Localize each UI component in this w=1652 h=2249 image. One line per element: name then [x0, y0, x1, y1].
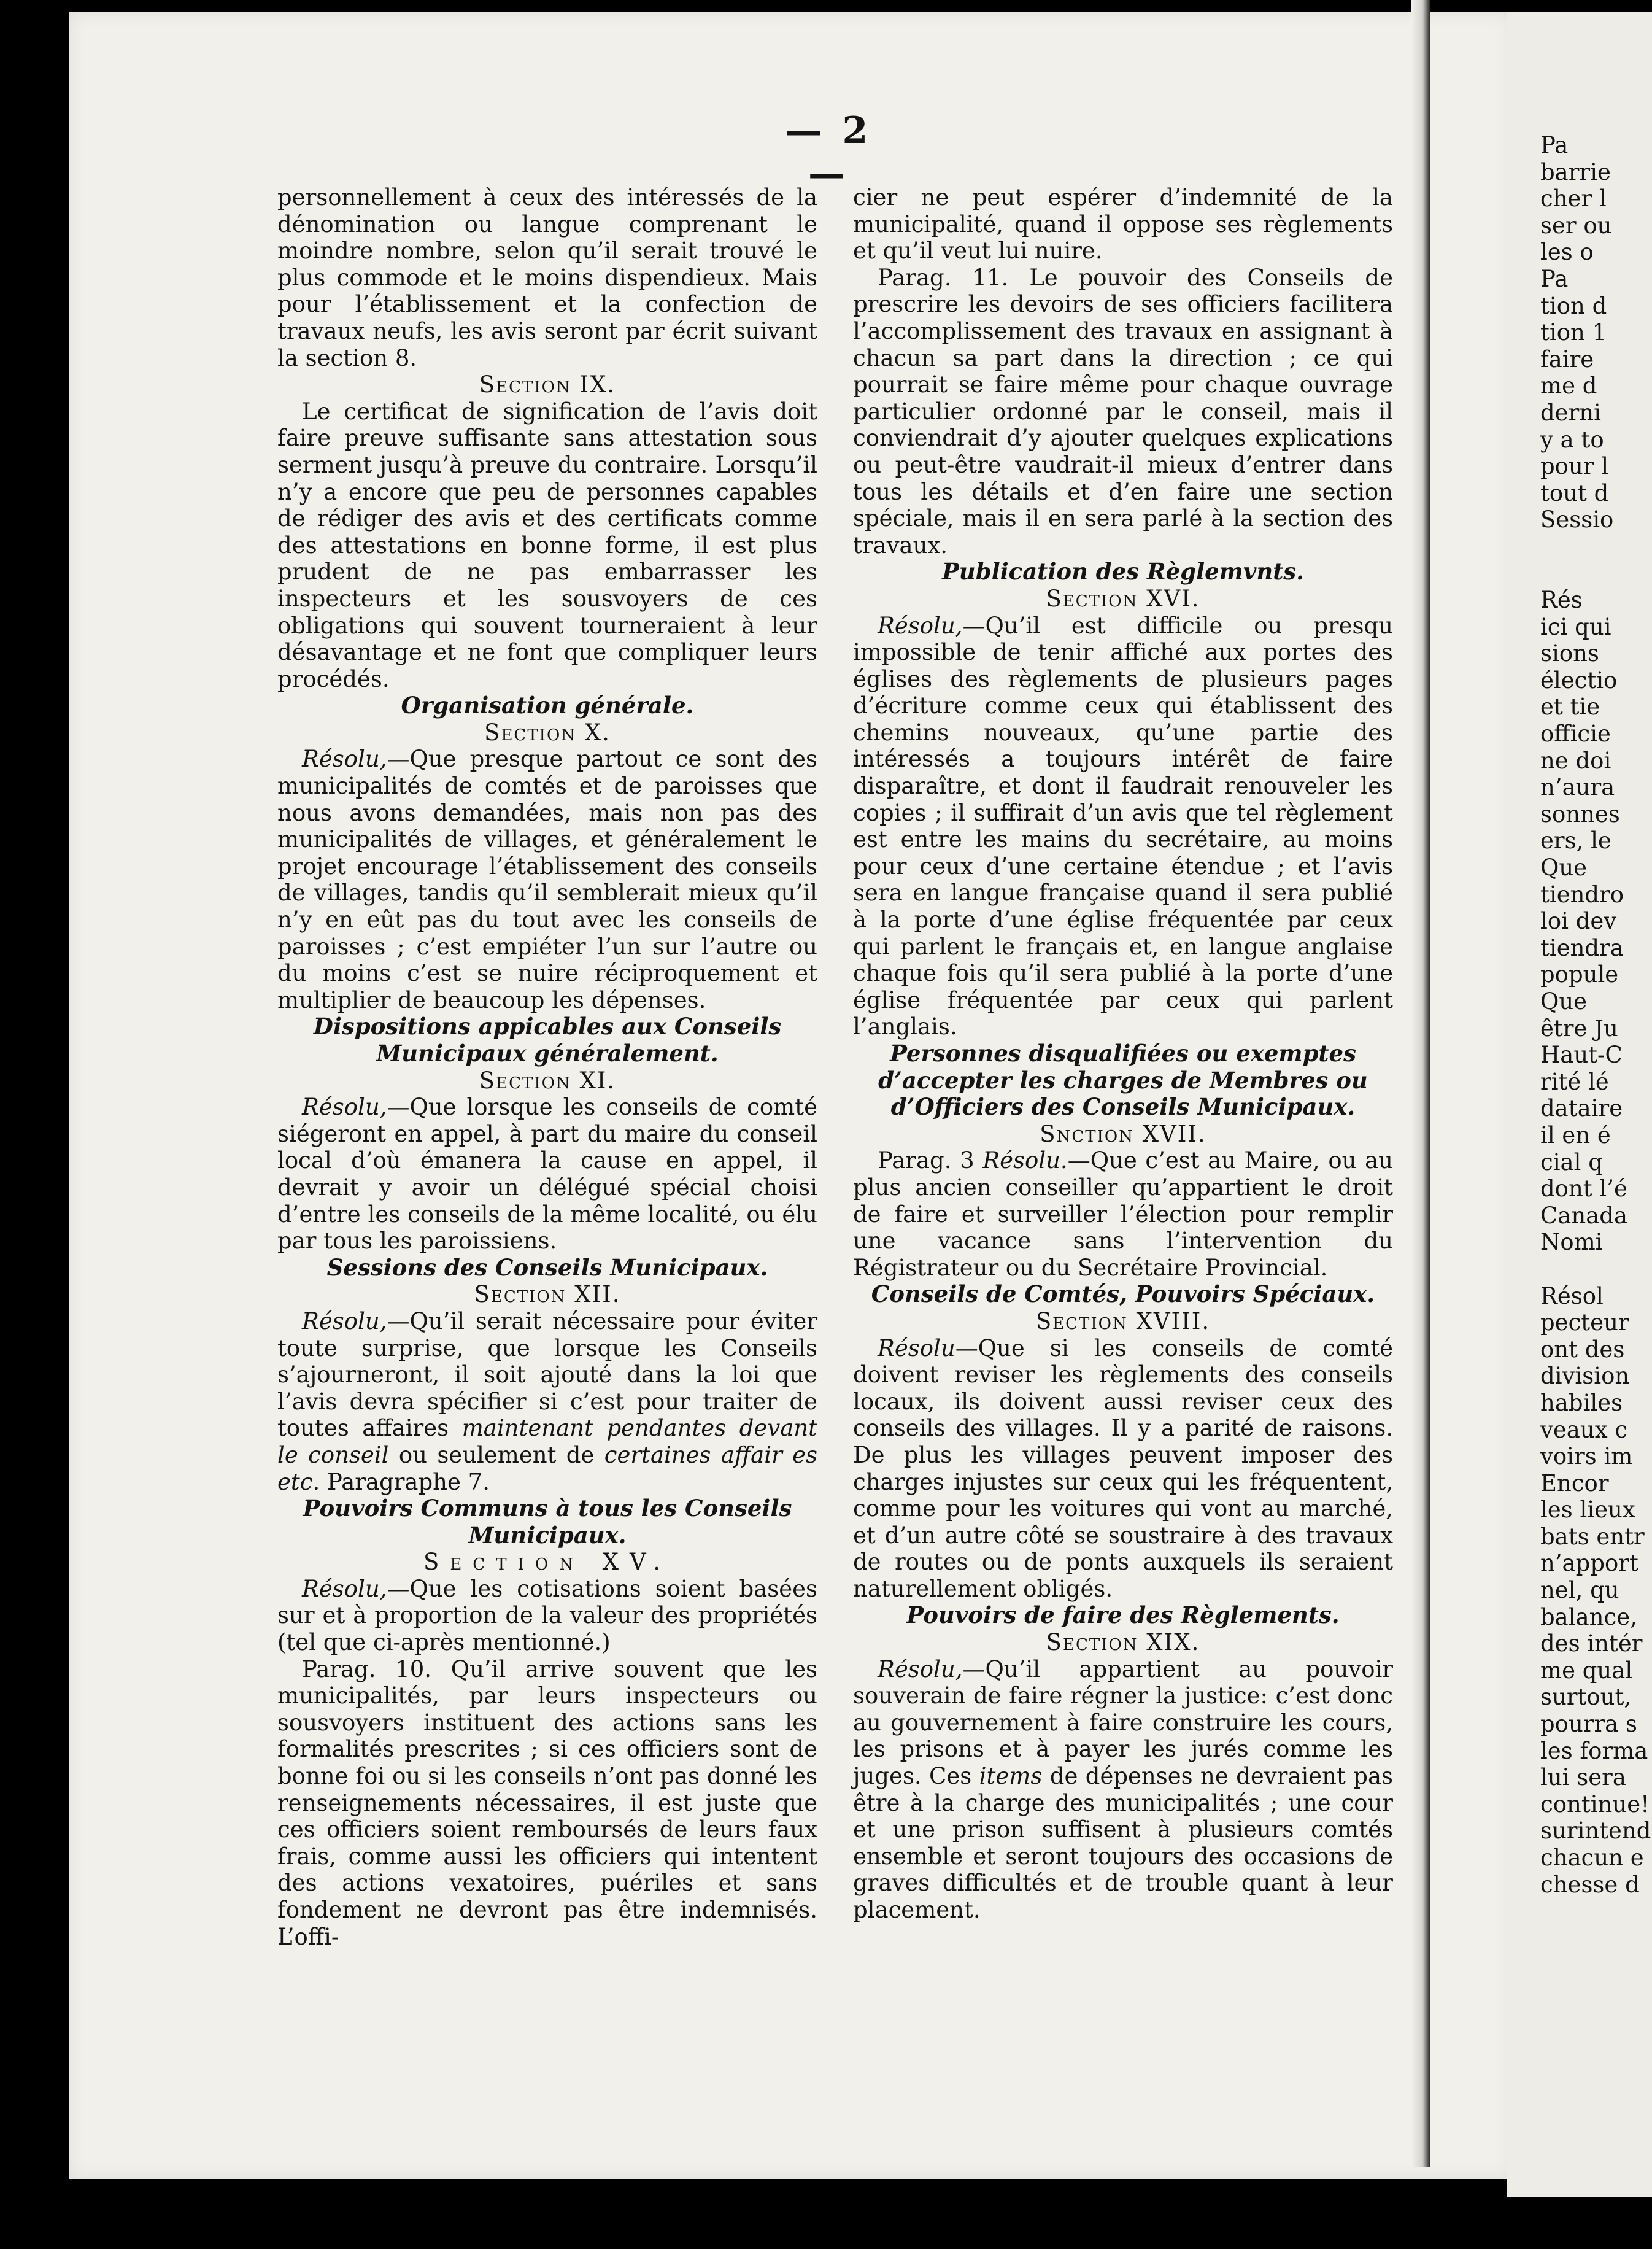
fragment-line: tion 1 — [1540, 319, 1607, 346]
resolu-label: Résolu. — [982, 1147, 1068, 1174]
fragment-line: dont l’é — [1540, 1175, 1627, 1202]
fragment-line: être Ju — [1540, 1015, 1618, 1042]
fragment-line: pourra s — [1540, 1711, 1637, 1738]
fragment-line: tiendro — [1540, 881, 1624, 908]
fragment-line: me d — [1540, 373, 1597, 400]
subheading: Publication des Règlemvnts. — [941, 558, 1305, 586]
resolu-label: Résolu, — [878, 1655, 963, 1682]
resolu-label: Résolu — [878, 1334, 955, 1361]
subheading: Personnes disqualifiées ou exemptes d’accepter les charges de Membres ou d’Officiers des Conseils Municipaux. — [878, 1040, 1368, 1121]
subheading: Sessions des Conseils Municipaux. — [326, 1253, 768, 1281]
paragraph-text: —Que lorsque les conseils de comté siégeront en appel, à part du maire du conseil local d’où émanera la cause en appel, il devrait y avoir un délégué spécial choisi d’entre les conseils de la même localité, ou élu par tous les paroissiens. — [277, 1094, 817, 1255]
text-column-right — [853, 184, 1393, 1924]
fragment-line: les lieux — [1540, 1496, 1635, 1523]
fragment-line: Canada — [1540, 1202, 1628, 1229]
paragraph — [277, 1094, 817, 1255]
fragment-line: division — [1540, 1363, 1630, 1390]
fragment-line: dataire — [1540, 1095, 1623, 1122]
fragment-line: ne doi — [1540, 747, 1611, 774]
fragment-line: surintend — [1540, 1817, 1651, 1844]
fragment-line: pour l — [1540, 453, 1609, 480]
section-heading: Section XI. — [479, 1067, 616, 1094]
fragment-line: balance, — [1540, 1603, 1637, 1630]
fragment-line: Encor — [1540, 1469, 1609, 1496]
fragment-line: cial q — [1540, 1148, 1603, 1175]
fragment-line: tion d — [1540, 292, 1607, 319]
fragment-line: bats entr — [1540, 1523, 1645, 1550]
fragment-line: Résol — [1540, 1282, 1604, 1309]
section-heading: Section XVIII. — [1035, 1307, 1211, 1334]
paragraph-text: —Qu’il appartient au pouvoir souverain de faire régner la justice: c’est donc au gouvernement à faire construire les cours, les prisons et à payer les jurés comme les juges. Ces — [853, 1655, 1393, 1790]
fragment-line: Que — [1540, 988, 1588, 1015]
paragraph — [853, 1147, 1393, 1281]
paragraph — [277, 1576, 817, 1656]
page-number: — 2 — — [785, 109, 872, 195]
fragment-line: surtout, — [1540, 1684, 1632, 1711]
fragment-line: n’apport — [1540, 1550, 1638, 1577]
fragment-line: sions — [1540, 640, 1599, 667]
resolu-label: Résolu, — [302, 746, 387, 773]
fragment-line: ici qui — [1540, 613, 1611, 640]
fragment-line: cher l — [1540, 185, 1607, 212]
fragment-line: sonnes — [1540, 800, 1620, 827]
paragraph: Parag. 11. Le pouvoir des Conseils de prescrire les devoirs de ses officiers facilitera l’accomplissement des travaux en assignant à chacun sa part dans la direction ; ce qui pourrait se faire même pour chaque ouvrage particulier ordonné par le conseil, mais il conviendrait d’y ajouter quelques explications ou peut-être vaudrait-il mieux d’entrer dans tous les détails et d’en faire une section spéciale, mais il en sera parlé à la section des travaux. — [853, 264, 1393, 559]
fragment-line — [1540, 533, 1652, 560]
page-fold-shadow — [1411, 0, 1430, 2167]
fragment-line — [1540, 560, 1652, 587]
fragment-line: tiendra — [1540, 934, 1624, 961]
section-heading: Section XIX. — [1046, 1629, 1200, 1656]
fragment-line: barrie — [1540, 158, 1611, 185]
italic-phrase: certaines affair es etc. — [277, 1441, 818, 1495]
paragraph-text: —Qu’il est difficile ou presqu impossible de tenir affiché aux portes des églises des règlements de plusieurs pages d’écriture comme ceux qui établissent des chemins nouveaux, qu’une partie des intéressés a toujours intérêt de faire disparaître, et dont il faudrait renouveler les copies ; il suffirait d’un avis que tel règlement est entre les mains du secrétaire, au moins pour ceux d’une certaine étendue ; et l’avis sera en langue française quand il sera publié à la porte d’une église fréquentée par ceux qui parlent le français et, en langue anglaise chaque fois qu’il sera publié à la porte d’une église fréquentée par ceux qui parlent l’anglais. — [853, 612, 1393, 1040]
resolu-label: Résolu, — [302, 1575, 387, 1602]
italic-phrase: items — [979, 1763, 1043, 1790]
fragment-line: ers, le — [1540, 827, 1611, 854]
section-heading: Snction XVII. — [1040, 1120, 1206, 1147]
fragment-line: voirs im — [1540, 1443, 1633, 1470]
fragment-line: les o — [1540, 239, 1594, 266]
adjacent-page-text-fragment — [1540, 132, 1652, 1898]
fragment-line: y a to — [1540, 426, 1604, 453]
resolu-label: Résolu, — [302, 1094, 387, 1121]
subheading: Dispositions appicables aux Conseils Municipaux généralement. — [313, 1013, 782, 1067]
fragment-line: tout d — [1540, 479, 1609, 506]
paragraph-text: Paragraphe 7. — [320, 1468, 490, 1495]
fragment-line: ont des — [1540, 1336, 1625, 1363]
fragment-line: me qual — [1540, 1657, 1633, 1684]
fragment-line: n’aura — [1540, 774, 1615, 801]
fragment-line: Sessio — [1540, 506, 1614, 533]
subheading: Organisation générale. — [401, 692, 694, 719]
fragment-line: Nomi — [1540, 1229, 1603, 1256]
paragraph-text: —Qu’il serait nécessaire pour éviter toute surprise, que lorsque les Conseils s’ajourneront, il soit ajouté dans la loi que l’avis devra spécifier si c’est pour traiter de toutes affaires — [277, 1307, 817, 1442]
fragment-line: Que — [1540, 854, 1588, 881]
fragment-line: faire — [1540, 346, 1594, 373]
paragraph-text: —Que presque partout ce sont des municipalités de comtés et de paroisses que nous avons demandées, mais non pas des municipalités de villages, et généralement le projet encourage l’établissement des conseils de villages, tandis qu’il semblerait mieux qu’il n’y en eût pas du tout avec les conseils de paroisses ; c’est empiéter l’un sur l’autre ou du moins c’est se nuire réciproquement et multiplier de beaucoup les dépenses. — [277, 746, 817, 1013]
fragment-line: Pa — [1540, 265, 1569, 292]
fragment-line: nel, qu — [1540, 1577, 1619, 1604]
paragraph-text: —Que si les conseils de comté doivent reviser les règlements des conseils locaux, ils doivent aussi reviser ceux des conseils des villages. Il y a parité de raisons. De plus les villages peuvent imposer des charges injustes sur ceux qui les fréquentent, comme pour les voitures qui vont au marché, et d’un autre côté se soustraire à des travaux de routes ou de ponts auxquels ils seraient naturellement obligés. — [853, 1334, 1393, 1602]
paragraph — [853, 1656, 1393, 1924]
section-heading: Section XVI. — [1046, 585, 1200, 612]
fragment-line: des intér — [1540, 1630, 1643, 1657]
fragment-line: Rés — [1540, 587, 1583, 614]
paragraph — [277, 746, 817, 1013]
fragment-line: pecteur — [1540, 1309, 1629, 1336]
paragraph-text: —Que les cotisations soient basées sur et à proportion de la valeur des propriétés (tel que ci-après mentionné.) — [277, 1575, 817, 1656]
section-heading: Section X. — [484, 719, 611, 746]
subheading: Pouvoirs Communs à tous les Conseils Municipaux. — [303, 1495, 792, 1549]
fragment-line: officie — [1540, 721, 1611, 748]
fragment-line: loi dev — [1540, 908, 1617, 935]
fragment-line: rité lé — [1540, 1068, 1609, 1095]
fragment-line: derni — [1540, 399, 1601, 426]
resolu-label: Résolu, — [302, 1307, 387, 1334]
fragment-line: électio — [1540, 667, 1618, 694]
subheading: Pouvoirs de faire des Règlements. — [906, 1601, 1340, 1629]
fragment-line: continue! — [1540, 1790, 1650, 1817]
section-heading: Section IX. — [479, 371, 616, 398]
fragment-line: chesse d — [1540, 1871, 1640, 1898]
fragment-line: Haut-C — [1540, 1042, 1623, 1069]
paragraph — [853, 613, 1393, 1041]
fragment-line: il en é — [1540, 1121, 1611, 1148]
fragment-line: Pa — [1540, 132, 1569, 158]
section-heading: Section XII. — [474, 1281, 621, 1308]
fragment-line: ser ou — [1540, 212, 1612, 239]
paragraph — [277, 1308, 817, 1495]
paragraph-text: Parag. 3 — [878, 1147, 983, 1174]
italic-phrase: maintenant pendantes devant le conseil — [277, 1415, 817, 1468]
fragment-line: habiles — [1540, 1389, 1623, 1416]
paragraph: personnellement à ceux des intéressés de la dénomination ou langue comprenant le moindre nombre, selon qu’il serait trouvé le plus commode et le moins dispendieux. Mais pour l’établissement et la confection de travaux neufs, les avis seront par écrit suivant la section 8. — [277, 184, 817, 371]
fragment-line: et tie — [1540, 694, 1600, 721]
paragraph — [853, 1335, 1393, 1603]
paragraph-text: —Que c’est au Maire, ou au plus ancien conseiller qu’appartient le droit de faire et surveiller l’élection pour remplir une vacance sans l’intervention du Régistrateur ou du Secrétaire Provincial. — [853, 1147, 1393, 1281]
fragment-line: chacun e — [1540, 1844, 1644, 1871]
paragraph: Le certificat de signification de l’avis doit faire preuve suffisante sans attestation sous serment jusqu’à preuve du contraire. Lorsqu’il n’y a encore que peu de personnes capables de rédiger des avis et des certificats comme des attestations en bonne forme, il est plus prudent de ne pas embarrasser les inspecteurs et les sousvoyers de ces obligations qui souvent tourneraient à leur désavantage et ne font que compliquer leurs procédés. — [277, 398, 817, 692]
paragraph: Parag. 10. Qu’il arrive souvent que les municipalités, par leurs inspecteurs ou sousvoyers instituent des actions sans les formalités prescrites ; si ces officiers sont de bonne foi ou si les conseils n’ont pas donné les renseignements nécessaires, il est juste que ces officiers soient remboursés de leurs faux frais, comme aussi les officiers qui intentent des actions vexatoires, puériles et sans fondement ne devront pas être indemnisés. L’offi- — [277, 1655, 817, 1950]
section-heading: Section XV. — [423, 1549, 671, 1576]
text-column-left — [277, 184, 817, 1950]
fragment-line: popule — [1540, 961, 1619, 988]
paragraph-text: de dépenses ne devraient pas être à la charge des municipalités ; une cour et une prison suffisent à plusieurs comtés ensemble et seront toujours des occasions de graves difficultés et de trouble quant à leur placement. — [853, 1763, 1393, 1923]
subheading: Conseils de Comtés, Pouvoirs Spéciaux. — [871, 1280, 1375, 1308]
fragment-line: les forma — [1540, 1737, 1648, 1764]
fragment-line: lui sera — [1540, 1764, 1626, 1791]
paragraph: cier ne peut espérer d’indemnité de la municipalité, quand il oppose ses règlements et qu’il veut lui nuire. — [853, 184, 1393, 265]
paragraph-text: ou seulement de — [388, 1441, 604, 1468]
resolu-label: Résolu, — [878, 612, 963, 639]
fragment-line — [1540, 1256, 1652, 1283]
fragment-line: veaux c — [1540, 1416, 1628, 1443]
